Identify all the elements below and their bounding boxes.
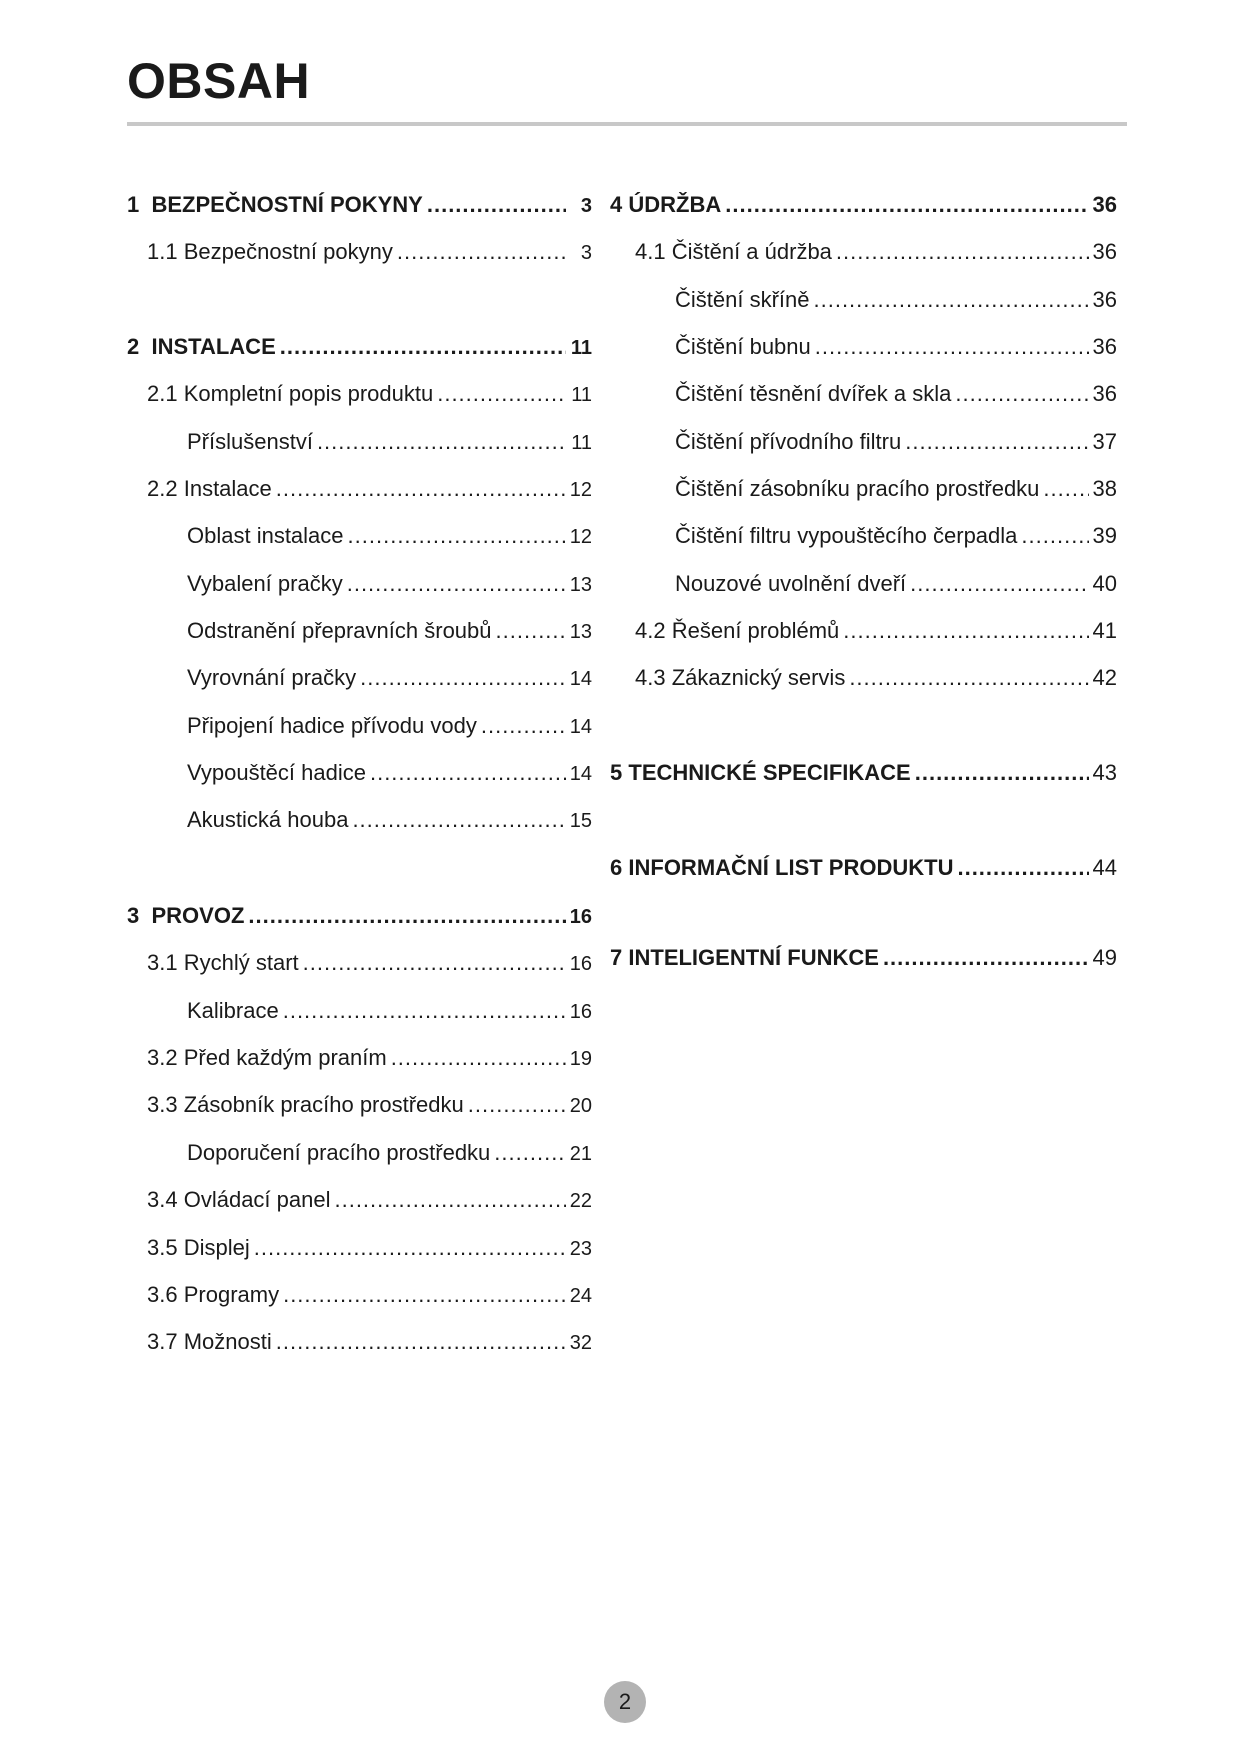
toc-entry[interactable] bbox=[127, 903, 592, 935]
title-divider bbox=[127, 122, 1127, 126]
toc-entry-label: Možnosti bbox=[183, 1329, 272, 1354]
dot-leader bbox=[334, 1187, 565, 1213]
toc-entry-page: 49 bbox=[1092, 945, 1117, 970]
toc-entry-page: 12 bbox=[569, 526, 592, 548]
toc-entry-number: 6 bbox=[610, 855, 623, 880]
dot-leader bbox=[391, 1045, 566, 1071]
toc-entry[interactable] bbox=[610, 287, 1117, 319]
toc-entry-page: 3 bbox=[580, 195, 592, 217]
toc-entry-label: Kalibrace bbox=[187, 998, 279, 1023]
toc-entry-number: 2.2 bbox=[147, 476, 178, 501]
toc-entry-page: 41 bbox=[1092, 618, 1117, 643]
dot-leader bbox=[283, 998, 566, 1024]
dot-leader bbox=[494, 1140, 565, 1166]
dot-leader bbox=[397, 239, 566, 265]
toc-entry-page: 44 bbox=[1092, 855, 1117, 880]
toc-entry[interactable] bbox=[127, 665, 592, 697]
dot-leader bbox=[254, 1235, 566, 1261]
toc-entry-number: 2 bbox=[127, 334, 140, 359]
dot-leader bbox=[915, 760, 1089, 786]
toc-entry[interactable] bbox=[610, 381, 1117, 413]
dot-leader bbox=[725, 192, 1088, 218]
toc-entry-label: Vyrovnání pračky bbox=[187, 665, 357, 690]
toc-entry-page: 22 bbox=[569, 1190, 592, 1212]
toc-entry-label: Zásobník pracího prostředku bbox=[183, 1092, 464, 1117]
toc-entry-label: Před každým praním bbox=[183, 1045, 387, 1070]
page-title: OBSAH bbox=[127, 53, 311, 109]
toc-entry-number: 4.1 bbox=[635, 239, 666, 264]
dot-leader bbox=[843, 618, 1088, 644]
toc-entry[interactable] bbox=[127, 1092, 592, 1124]
toc-entry-page: 42 bbox=[1092, 665, 1117, 690]
toc-entry[interactable] bbox=[127, 1187, 592, 1219]
toc-entry-page: 14 bbox=[569, 668, 592, 690]
toc-entry-page: 19 bbox=[569, 1048, 592, 1070]
toc-entry-label: Vybalení pračky bbox=[187, 571, 343, 596]
toc-entry-label: INSTALACE bbox=[151, 334, 276, 359]
toc-entry-page: 36 bbox=[1092, 287, 1117, 312]
toc-entry-number: 1.1 bbox=[147, 239, 178, 264]
dot-leader bbox=[468, 1092, 566, 1118]
dot-leader bbox=[481, 713, 566, 739]
toc-entry-label: INFORMAČNÍ LIST PRODUKTU bbox=[628, 855, 954, 880]
toc-entry-label: Nouzové uvolnění dveří bbox=[675, 571, 907, 596]
toc-entry-page: 15 bbox=[569, 810, 592, 832]
dot-leader bbox=[427, 192, 566, 218]
toc-entry-label: Čištění bubnu bbox=[675, 334, 811, 359]
dot-leader bbox=[836, 239, 1089, 265]
toc-entry[interactable] bbox=[127, 1140, 592, 1172]
toc-entry[interactable] bbox=[127, 381, 592, 413]
toc-entry[interactable] bbox=[610, 618, 1117, 650]
toc-entry-label: Doporučení pracího prostředku bbox=[187, 1140, 491, 1165]
toc-entry[interactable] bbox=[127, 713, 592, 745]
toc-entry-page: 3 bbox=[580, 242, 592, 264]
toc-entry-label: Programy bbox=[183, 1282, 280, 1307]
dot-leader bbox=[957, 855, 1088, 881]
toc-entry[interactable] bbox=[127, 998, 592, 1030]
dot-leader bbox=[352, 807, 565, 833]
toc-entry[interactable] bbox=[127, 476, 592, 508]
dot-leader bbox=[955, 381, 1088, 407]
toc-entry-label: Akustická houba bbox=[187, 807, 349, 832]
toc-entry[interactable] bbox=[127, 334, 592, 366]
toc-entry-label: Řešení problémů bbox=[671, 618, 840, 643]
toc-entry-label: Oblast instalace bbox=[187, 523, 344, 548]
toc-entry-number: 4.3 bbox=[635, 665, 666, 690]
toc-entry-number: 7 bbox=[610, 945, 623, 970]
toc-entry-number: 3.4 bbox=[147, 1187, 178, 1212]
dot-leader bbox=[905, 429, 1088, 455]
toc-entry-label: BEZPEČNOSTNÍ POKYNY bbox=[151, 192, 423, 217]
dot-leader bbox=[347, 571, 566, 597]
toc-entry-page: 14 bbox=[569, 716, 592, 738]
toc-entry-number: 3.1 bbox=[147, 950, 178, 975]
toc-entry-number: 5 bbox=[610, 760, 623, 785]
dot-leader bbox=[496, 618, 566, 644]
dot-leader bbox=[348, 523, 566, 549]
toc-entry-page: 11 bbox=[571, 432, 592, 454]
toc-entry-number: 4.2 bbox=[635, 618, 666, 643]
toc-entry-number: 3.7 bbox=[147, 1329, 178, 1354]
toc-entry-label: Vypouštěcí hadice bbox=[187, 760, 366, 785]
toc-entry-page: 36 bbox=[1092, 192, 1117, 217]
dot-leader bbox=[910, 571, 1088, 597]
toc-entry[interactable] bbox=[610, 571, 1117, 603]
dot-leader bbox=[1021, 523, 1088, 549]
toc-entry[interactable] bbox=[610, 476, 1117, 508]
toc-entry-number: 3.6 bbox=[147, 1282, 178, 1307]
toc-entry[interactable] bbox=[127, 1282, 592, 1314]
toc-entry[interactable] bbox=[127, 807, 592, 839]
dot-leader bbox=[437, 381, 566, 407]
toc-entry-label: Čištění skříně bbox=[675, 287, 810, 312]
dot-leader bbox=[360, 665, 566, 691]
toc-entry[interactable] bbox=[610, 523, 1117, 555]
page-number-badge: 2 bbox=[604, 1681, 646, 1723]
toc-entry-page: 24 bbox=[569, 1285, 592, 1307]
toc-entry-page: 36 bbox=[1092, 334, 1117, 359]
toc-entry[interactable] bbox=[127, 239, 592, 271]
toc-entry-label: Bezpečnostní pokyny bbox=[183, 239, 393, 264]
toc-entry-label: Čištění přívodního filtru bbox=[675, 429, 902, 454]
toc-entry-page: 32 bbox=[569, 1332, 592, 1354]
toc-entry-label: Příslušenství bbox=[187, 429, 313, 454]
toc-entry-page: 11 bbox=[571, 384, 592, 406]
toc-entry-page: 16 bbox=[569, 953, 592, 975]
toc-entry[interactable] bbox=[127, 618, 592, 650]
toc-entry[interactable] bbox=[610, 192, 1117, 224]
toc-entry[interactable] bbox=[127, 760, 592, 792]
toc-entry-page: 12 bbox=[569, 479, 592, 501]
toc-entry-label: Zákaznický servis bbox=[671, 665, 846, 690]
toc-entry-number: 3 bbox=[127, 903, 140, 928]
toc-entry-page: 36 bbox=[1092, 239, 1117, 264]
toc-entry-page: 14 bbox=[569, 763, 592, 785]
toc-entry-page: 21 bbox=[569, 1143, 592, 1165]
toc-entry-page: 43 bbox=[1092, 760, 1117, 785]
toc-entry-label: Kompletní popis produktu bbox=[183, 381, 434, 406]
toc-entry[interactable] bbox=[127, 1329, 592, 1361]
toc-entry-number: 3.5 bbox=[147, 1235, 178, 1260]
toc-entry-label: Instalace bbox=[183, 476, 272, 501]
toc-entry[interactable] bbox=[127, 1045, 592, 1077]
toc-entry[interactable] bbox=[127, 571, 592, 603]
toc-entry-page: 13 bbox=[569, 621, 592, 643]
toc-entry-label: Displej bbox=[183, 1235, 250, 1260]
toc-entry-page: 36 bbox=[1092, 381, 1117, 406]
toc-entry-number: 3.2 bbox=[147, 1045, 178, 1070]
dot-leader bbox=[276, 1329, 566, 1355]
toc-entry-label: Ovládací panel bbox=[183, 1187, 331, 1212]
toc-entry-number: 4 bbox=[610, 192, 623, 217]
toc-entry-label: Rychlý start bbox=[183, 950, 299, 975]
dot-leader bbox=[283, 1282, 566, 1308]
toc-entry-label: Čištění zásobníku pracího prostředku bbox=[675, 476, 1040, 501]
toc-entry-number: 3.3 bbox=[147, 1092, 178, 1117]
dot-leader bbox=[370, 760, 566, 786]
toc-entry-number: 2.1 bbox=[147, 381, 178, 406]
toc-entry-label: PROVOZ bbox=[151, 903, 245, 928]
toc-entry[interactable] bbox=[610, 665, 1117, 697]
toc-entry-number: 1 bbox=[127, 192, 140, 217]
toc-entry[interactable] bbox=[127, 523, 592, 555]
toc-entry-label: Čištění a údržba bbox=[671, 239, 832, 264]
dot-leader bbox=[248, 903, 565, 929]
toc-entry-page: 11 bbox=[570, 337, 592, 359]
toc-entry-label: Čištění těsnění dvířek a skla bbox=[675, 381, 952, 406]
toc-entry-page: 38 bbox=[1092, 476, 1117, 501]
toc-entry-label: Připojení hadice přívodu vody bbox=[187, 713, 477, 738]
toc-entry[interactable] bbox=[610, 429, 1117, 461]
dot-leader bbox=[815, 334, 1089, 360]
toc-entry[interactable] bbox=[610, 239, 1117, 271]
toc-entry-page: 20 bbox=[569, 1095, 592, 1117]
toc-entry[interactable] bbox=[127, 950, 592, 982]
toc-entry-page: 16 bbox=[569, 906, 592, 928]
dot-leader bbox=[883, 945, 1089, 971]
toc-entry-page: 23 bbox=[569, 1238, 592, 1260]
toc-entry[interactable] bbox=[610, 855, 1117, 887]
toc-entry-page: 37 bbox=[1092, 429, 1117, 454]
toc-entry-page: 39 bbox=[1092, 523, 1117, 548]
dot-leader bbox=[317, 429, 566, 455]
toc-entry-label: Odstranění přepravních šroubů bbox=[187, 618, 492, 643]
toc-entry-label: ÚDRŽBA bbox=[628, 192, 722, 217]
toc-entry[interactable] bbox=[127, 1235, 592, 1267]
toc-entry-page: 13 bbox=[569, 574, 592, 596]
dot-leader bbox=[303, 950, 566, 976]
dot-leader bbox=[276, 476, 566, 502]
toc-entry[interactable] bbox=[127, 429, 592, 461]
toc-entry-page: 40 bbox=[1092, 571, 1117, 596]
dot-leader bbox=[280, 334, 566, 360]
toc-entry-page: 16 bbox=[569, 1001, 592, 1023]
toc-entry[interactable] bbox=[127, 192, 592, 224]
toc-entry-label: INTELIGENTNÍ FUNKCE bbox=[628, 945, 879, 970]
toc-entry[interactable] bbox=[610, 760, 1117, 792]
toc-entry-label: TECHNICKÉ SPECIFIKACE bbox=[628, 760, 911, 785]
dot-leader bbox=[849, 665, 1088, 691]
toc-entry[interactable] bbox=[610, 945, 1117, 977]
toc-entry[interactable] bbox=[610, 334, 1117, 366]
dot-leader bbox=[814, 287, 1089, 313]
dot-leader bbox=[1043, 476, 1088, 502]
toc-entry-label: Čištění filtru vypouštěcího čerpadla bbox=[675, 523, 1018, 548]
